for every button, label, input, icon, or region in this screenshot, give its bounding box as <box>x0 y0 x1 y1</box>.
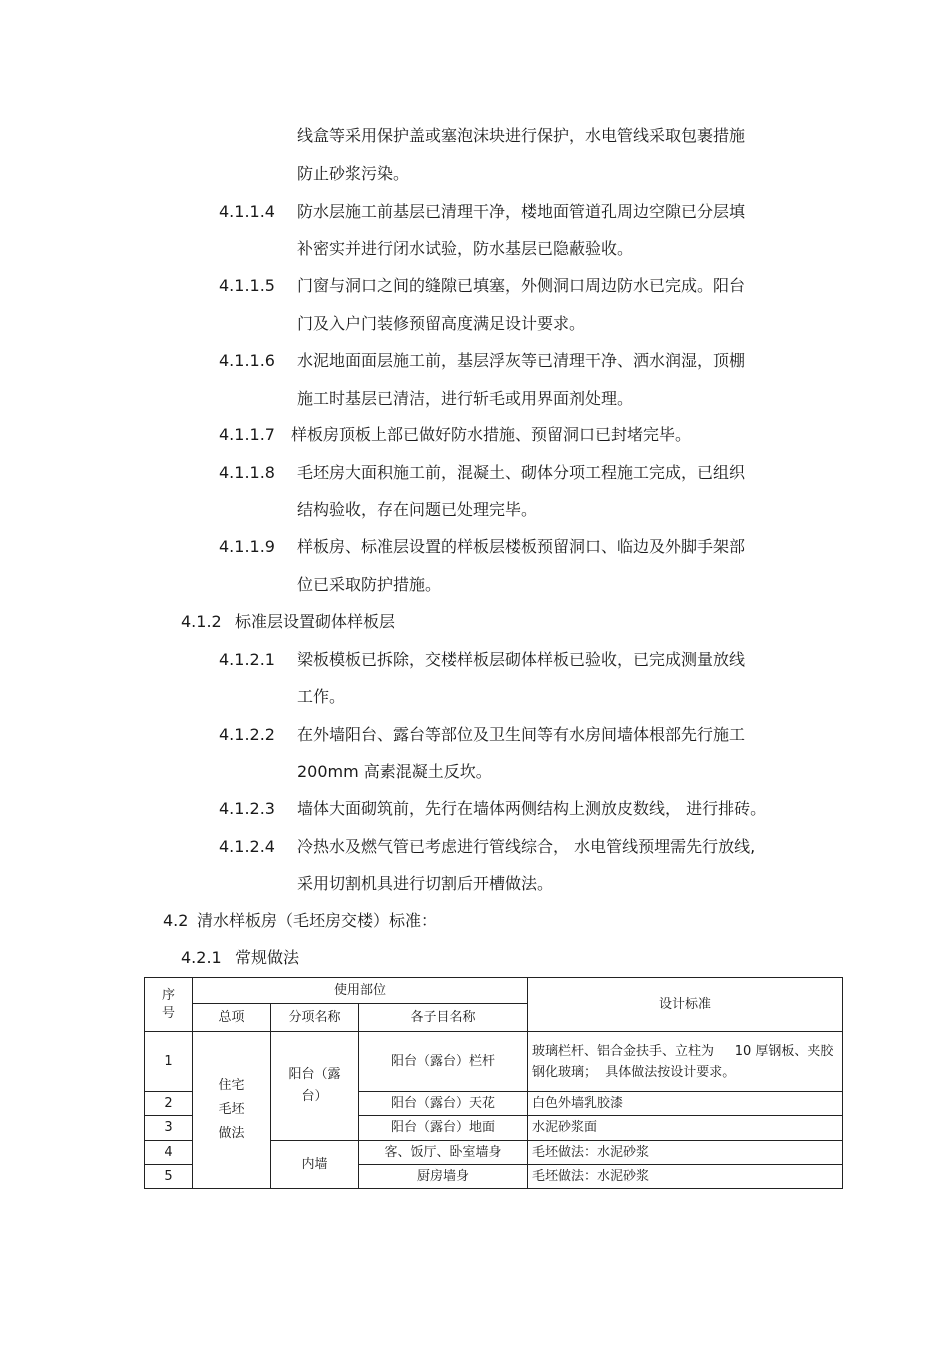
row-item: 阳台（露台）天花 <box>359 1092 528 1116</box>
row-seq: 3 <box>145 1116 193 1141</box>
row-item: 阳台（露台）地面 <box>359 1116 528 1141</box>
section-number: 4.1.1.4 <box>219 202 275 221</box>
section-number: 4.1.1.6 <box>219 351 275 370</box>
section-number: 4.1.2.2 <box>219 725 275 744</box>
section-number: 4.1.2.3 <box>219 799 275 818</box>
table-row <box>145 1032 843 1092</box>
section-number: 4.2.1 <box>181 948 222 967</box>
body-line: 防水层施工前基层已清理干净，楼地面管道孔周边空隙已分层填 <box>297 202 746 221</box>
section-heading: 清水样板房（毛坯房交楼）标准： <box>197 911 438 930</box>
group-main: 住宅 毛坯 做法 <box>193 1032 271 1189</box>
body-line: 门及入户门装修预留高度满足设计要求。 <box>297 314 586 333</box>
row-design: 玻璃栏杆、铝合金扶手、立柱为 10 厚钢板、夹胶钢化玻璃； 具体做法按设计要求。 <box>528 1032 843 1092</box>
body-line: 在外墙阳台、露台等部位及卫生间等有水房间墙体根部先行施工 <box>297 725 746 744</box>
row-seq: 5 <box>145 1165 193 1189</box>
header-main: 总项 <box>193 1004 271 1032</box>
row-design: 毛坯做法：水泥砂浆 <box>528 1141 843 1165</box>
body-line: 样板房顶板上部已做好防水措施、预留洞口已封堵完毕。 <box>291 425 692 444</box>
body-line: 梁板模板已拆除，交楼样板层砌体样板已验收，已完成测量放线 <box>297 650 746 669</box>
body-line: 毛坯房大面积施工前，混凝土、砌体分项工程施工完成，已组织 <box>297 463 746 482</box>
section-number: 4.1.2.4 <box>219 837 275 856</box>
section-heading: 标准层设置砌体样板层 <box>235 612 396 631</box>
spec-table <box>144 977 843 1189</box>
header-design: 设计标准 <box>528 978 843 1032</box>
body-line: 水泥地面面层施工前，基层浮灰等已清理干净、洒水润湿，顶棚 <box>297 351 746 370</box>
section-number: 4.1.1.5 <box>219 276 275 295</box>
row-design: 水泥砂浆面 <box>528 1116 843 1141</box>
section-number: 4.1.1.7 <box>219 425 275 444</box>
row-seq: 4 <box>145 1141 193 1165</box>
row-design: 毛坯做法：水泥砂浆 <box>528 1165 843 1189</box>
row-item: 阳台（露台）栏杆 <box>359 1032 528 1092</box>
body-line: 200mm 高素混凝土反坎。 <box>297 762 492 781</box>
body-line: 门窗与洞口之间的缝隙已填塞，外侧洞口周边防水已完成。阳台 <box>297 276 746 295</box>
body-line: 样板房、标准层设置的样板层楼板预留洞口、临边及外脚手架部 <box>297 537 746 556</box>
header-seq: 序 号 <box>145 978 193 1032</box>
body-line: 防止砂浆污染。 <box>297 164 410 183</box>
header-usage: 使用部位 <box>193 978 528 1004</box>
body-line: 位已采取防护措施。 <box>297 575 442 594</box>
row-seq: 2 <box>145 1092 193 1116</box>
row-design: 白色外墙乳胶漆 <box>528 1092 843 1116</box>
body-line: 线盒等采用保护盖或塞泡沫块进行保护，水电管线采取包裹措施 <box>297 126 746 145</box>
body-line: 冷热水及燃气管已考虑进行管线综合， 水电管线预埋需先行放线, <box>297 837 756 856</box>
section-number: 4.1.1.8 <box>219 463 275 482</box>
body-line: 施工时基层已清洁，进行斩毛或用界面剂处理。 <box>297 389 634 408</box>
section-number: 4.1.2.1 <box>219 650 275 669</box>
body-line: 结构验收，存在问题已处理完毕。 <box>297 500 538 519</box>
section-number: 4.2 <box>163 911 189 930</box>
row-seq: 1 <box>145 1032 193 1092</box>
section-heading: 常规做法 <box>235 948 300 967</box>
body-line: 墙体大面砌筑前，先行在墙体两侧结构上测放皮数线， 进行排砖。 <box>297 799 767 818</box>
body-line: 采用切割机具进行切割后开槽做法。 <box>297 874 554 893</box>
header-item: 各子目名称 <box>359 1004 528 1032</box>
group-inner: 内墙 <box>271 1141 359 1189</box>
section-number: 4.1.2 <box>181 612 222 631</box>
row-item: 客、饭厅、卧室墙身 <box>359 1141 528 1165</box>
body-line: 工作。 <box>297 687 346 706</box>
row-item: 厨房墙身 <box>359 1165 528 1189</box>
body-line: 补密实并进行闭水试验，防水基层已隐蔽验收。 <box>297 239 634 258</box>
group-balcony: 阳台（露 台） <box>271 1032 359 1141</box>
table-header-row <box>145 978 843 1004</box>
section-number: 4.1.1.9 <box>219 537 275 556</box>
header-sub: 分项名称 <box>271 1004 359 1032</box>
